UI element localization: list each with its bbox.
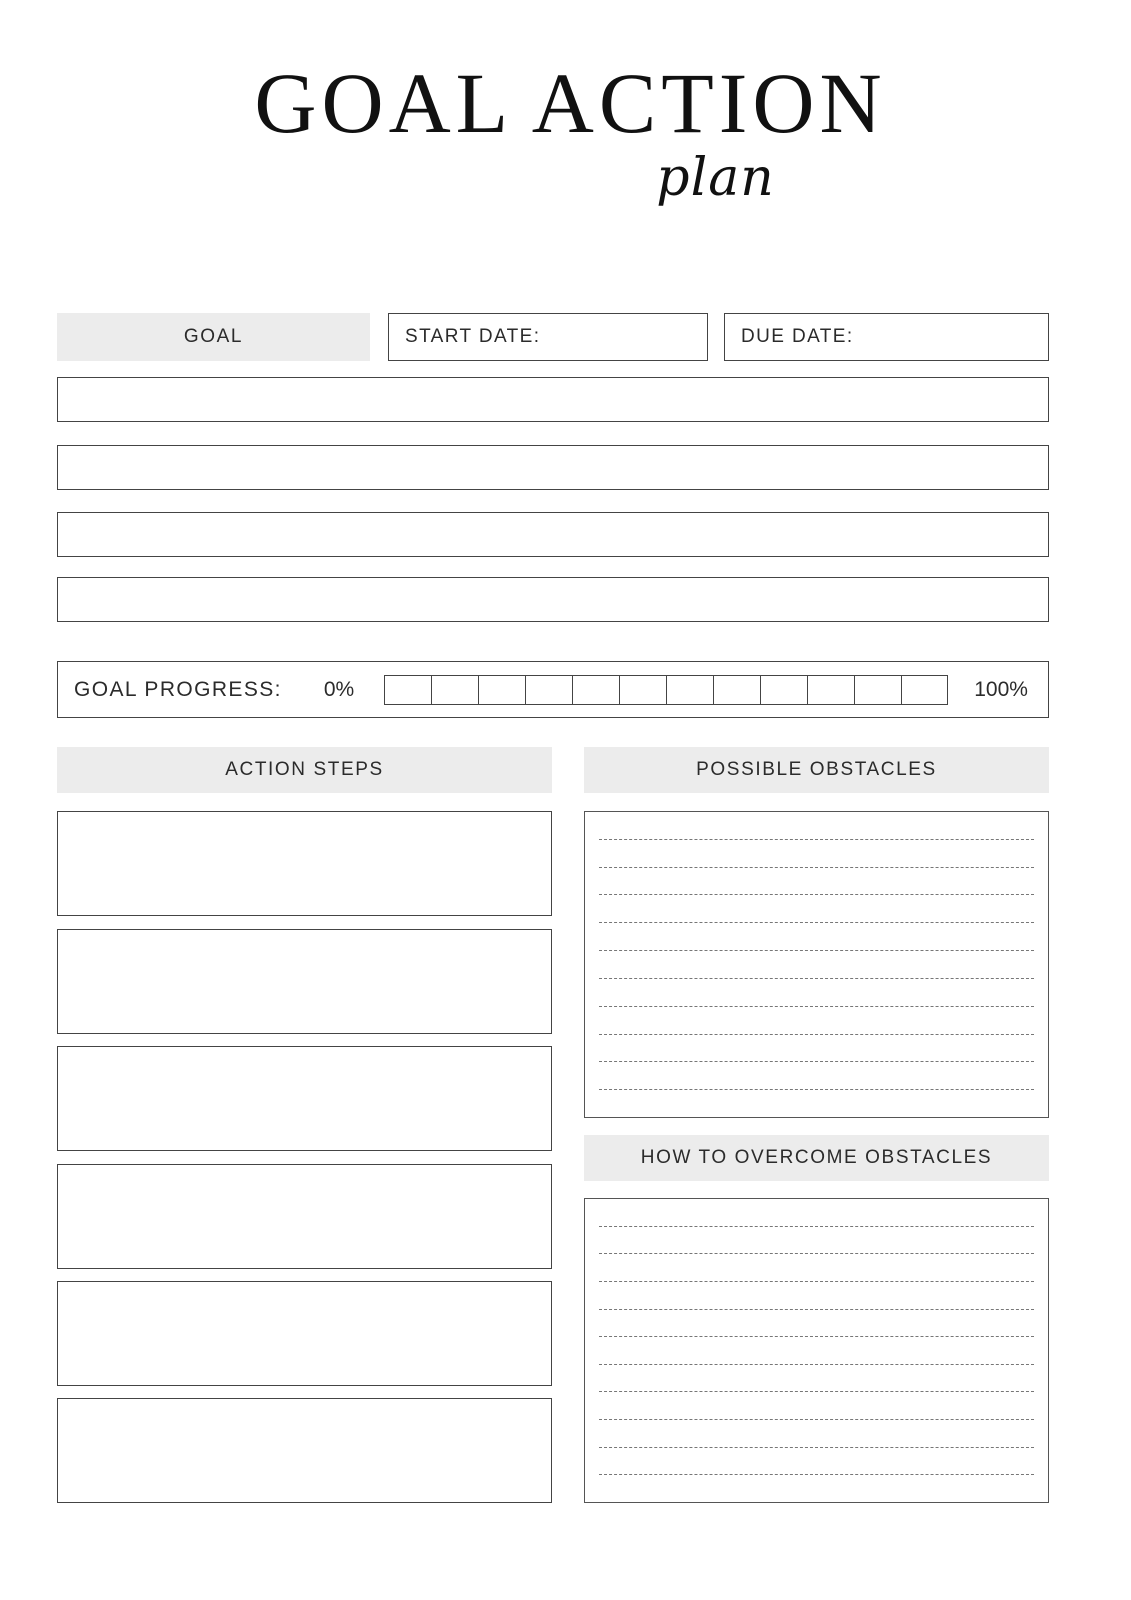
goal-progress-label: GOAL PROGRESS: <box>74 677 282 701</box>
ruled-line <box>599 1281 1034 1282</box>
ruled-line <box>599 867 1034 868</box>
progress-cell[interactable] <box>760 675 807 705</box>
due-date-field[interactable]: DUE DATE: <box>724 313 1049 361</box>
ruled-line <box>599 1447 1034 1448</box>
goal-line-3[interactable] <box>57 512 1049 557</box>
ruled-line <box>599 1364 1034 1365</box>
goal-header: GOAL <box>57 313 370 361</box>
possible-obstacles-header: POSSIBLE OBSTACLES <box>584 747 1049 793</box>
ruled-line <box>599 1034 1034 1035</box>
action-step-box-6[interactable] <box>57 1398 552 1503</box>
progress-min-value: 0% <box>323 677 355 701</box>
progress-cell[interactable] <box>854 675 901 705</box>
progress-cell[interactable] <box>901 675 948 705</box>
ruled-line <box>599 978 1034 979</box>
action-step-box-3[interactable] <box>57 1046 552 1151</box>
progress-tracker[interactable] <box>384 675 948 705</box>
progress-cell[interactable] <box>666 675 713 705</box>
progress-max-value: 100% <box>974 677 1028 701</box>
title-script-text: plan <box>656 148 775 208</box>
ruled-line <box>599 1336 1034 1337</box>
ruled-line <box>599 1089 1034 1090</box>
ruled-line <box>599 839 1034 840</box>
ruled-line <box>599 1006 1034 1007</box>
ruled-line <box>599 894 1034 895</box>
goal-progress-row <box>57 661 1049 718</box>
how-to-overcome-obstacles-panel[interactable] <box>584 1198 1049 1503</box>
goal-line-4[interactable] <box>57 577 1049 622</box>
page-title <box>0 55 1131 208</box>
action-steps-header: ACTION STEPS <box>57 747 552 793</box>
ruled-line <box>599 1419 1034 1420</box>
goal-line-1[interactable] <box>57 377 1049 422</box>
progress-cell[interactable] <box>384 675 431 705</box>
action-step-box-4[interactable] <box>57 1164 552 1269</box>
progress-cell[interactable] <box>431 675 478 705</box>
progress-cell[interactable] <box>713 675 760 705</box>
progress-cell[interactable] <box>807 675 854 705</box>
how-to-overcome-obstacles-header: HOW TO OVERCOME OBSTACLES <box>584 1135 1049 1181</box>
action-step-box-2[interactable] <box>57 929 552 1034</box>
ruled-line <box>599 1391 1034 1392</box>
ruled-line <box>599 1474 1034 1475</box>
ruled-line <box>599 1309 1034 1310</box>
progress-cell[interactable] <box>572 675 619 705</box>
ruled-line <box>599 950 1034 951</box>
goal-line-2[interactable] <box>57 445 1049 490</box>
possible-obstacles-panel[interactable] <box>584 811 1049 1118</box>
ruled-line <box>599 1226 1034 1227</box>
ruled-line <box>599 1061 1034 1062</box>
ruled-line <box>599 922 1034 923</box>
action-step-box-1[interactable] <box>57 811 552 916</box>
progress-cell[interactable] <box>619 675 666 705</box>
progress-cell[interactable] <box>478 675 525 705</box>
title-main-text: GOAL ACTION <box>254 55 887 151</box>
action-step-box-5[interactable] <box>57 1281 552 1386</box>
ruled-line <box>599 1253 1034 1254</box>
progress-cell[interactable] <box>525 675 572 705</box>
start-date-field[interactable]: START DATE: <box>388 313 708 361</box>
